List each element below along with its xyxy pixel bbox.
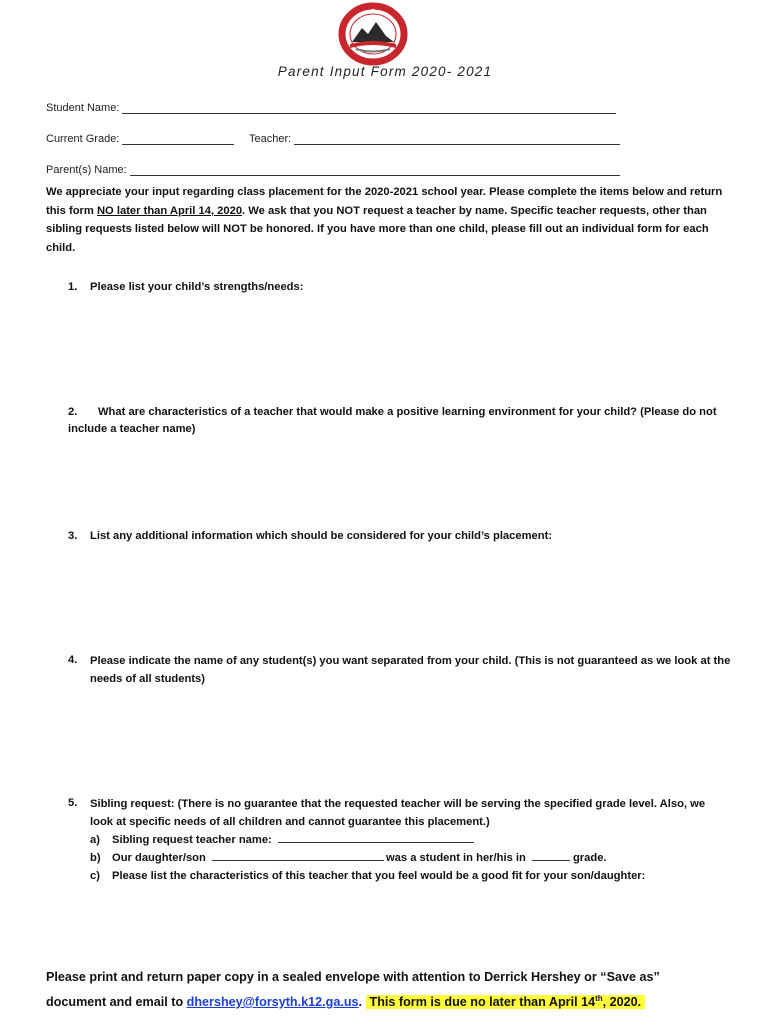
due-date-text: This form is due no later than April 14 [369,995,596,1010]
school-seal-logo [338,2,408,66]
parents-name-field[interactable] [46,164,620,176]
question-3 [68,528,748,545]
sibling-item-a[interactable] [90,831,474,849]
parents-name-label: Parent(s) Name: [46,164,127,176]
footer-line-1: Please print and return paper copy in a sealed envelope with attention to Derrick Hershey or “Save as” [46,970,660,984]
question-4 [68,652,738,688]
sibling-name-blank[interactable] [212,851,384,861]
teacher-blank[interactable] [294,134,620,145]
sibling-a-text: Sibling request teacher name: [112,834,272,846]
sibling-b-label: b) [90,852,101,864]
student-name-field[interactable] [46,102,616,114]
sibling-teacher-blank[interactable] [278,833,474,843]
question-5-text: Sibling request: (There is no guarantee that the requested teacher will be serving the specified grade level. Also, we look at specific needs of all children and cannot guarantee this placement.) [90,798,706,828]
email-link[interactable]: dhershey@forsyth.k12.ga.us [186,995,359,1010]
intro-text-2: . We ask that you NOT request a teacher by name. Specific teacher requests, other than sibling requests listed below will NOT be honored. If you have more than one child, please fill out an individual form for each child. [46,204,709,254]
student-name-label: Student Name: [46,102,120,114]
sibling-b-text-2: was a student in her/his in [385,852,526,864]
question-2 [68,404,748,438]
footer-line-2-prefix: document and email to [46,995,187,1010]
current-grade-label: Current Grade: [46,133,120,145]
question-1-text: Please list your child’s strengths/needs: [90,281,304,293]
question-1 [68,279,748,296]
footer-line-2-suffix: . [358,995,363,1010]
question-5 [68,795,728,831]
student-name-blank[interactable] [122,103,616,114]
due-date-sup: th [595,994,603,1003]
sibling-c-label: c) [90,870,100,882]
sibling-a-label: a) [90,834,100,846]
question-2-number: 2. [68,406,78,418]
intro-paragraph [46,183,736,257]
intro-deadline: NO later than April 14, 2020 [96,204,243,217]
sibling-c-text: Please list the characteristics of this teacher that you feel would be a good fit for your son/daughter: [112,870,646,882]
form-title: Parent Input Form 2020- 2021 [277,64,493,79]
question-4-number: 4. [68,654,78,666]
current-grade-blank[interactable] [122,134,234,145]
footer-line-2 [46,988,746,1013]
question-1-number: 1. [68,281,78,293]
question-4-text: Please indicate the name of any student(s) you want separated from your child. (This is not guaranteed as we look at the needs of all students) [90,655,731,685]
sibling-b-text-3: grade. [572,852,607,864]
sibling-item-b[interactable] [90,849,607,867]
current-grade-field[interactable] [46,133,234,145]
due-date-highlight [366,995,646,1009]
parents-name-blank[interactable] [130,165,620,176]
sibling-b-text-1: Our daughter/son [112,852,206,864]
sibling-item-c [90,867,645,885]
teacher-field[interactable] [249,133,620,145]
question-2-text: What are characteristics of a teacher that would make a positive learning environment for your child? (Please do not include a teacher name) [68,406,717,435]
question-5-number: 5. [68,797,78,809]
intro-text-1: We appreciate your input regarding class placement for the 2020-2021 school year. Please complete the items below and return this form [46,186,723,217]
due-date-suffix: , 2020. [602,995,642,1010]
footer-instructions [46,966,746,1013]
question-3-text: List any additional information which should be considered for your child’s placement: [90,530,553,542]
sibling-grade-blank[interactable] [532,851,570,861]
question-3-number: 3. [68,530,78,542]
teacher-label: Teacher: [249,133,292,145]
